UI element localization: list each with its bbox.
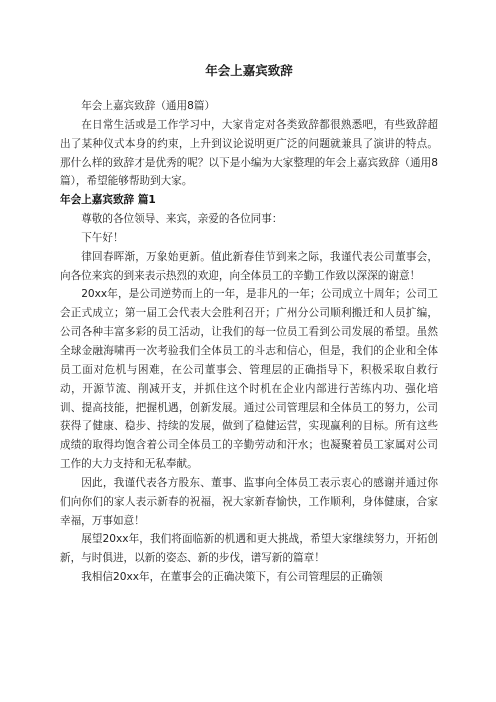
closing-paragraph: 我相信20xx年，在董事会的正确决策下，有公司管理层的正确领 (81, 571, 383, 584)
opening-paragraph: 律回春晖渐，万象始更新。值此新春佳节到来之际，我谨代表公司董事会，向各位来宾的到来表示热烈的欢迎，向全体员工的辛勤工作致以深深的谢意！ (60, 250, 438, 282)
subtitle-paragraph: 年会上嘉宾致辞（通用8篇） (81, 100, 216, 112)
intro-paragraph: 在日常生活或是工作学习中，大家肯定对各类致辞都很熟悉吧，有些致辞超出了某种仪式本身的约束，上升到议论说明更广泛的问题就兼具了演讲的特点。那什么样的致辞才是优秀的呢？以下是小编为大家整理的年会上嘉宾致辞（通用8篇），希望能够帮助到大家。 (60, 118, 438, 188)
thanks-paragraph: 因此，我谨代表各方股东、董事、监事向全体员工表示衷心的感谢并通过你们向你们的家人表示新春的祝福，祝大家新春愉快，工作顺利，身体健康，合家幸福，万事如意！ (60, 476, 438, 527)
outlook-paragraph: 展望20xx年，我们将面临新的机遇和更大挑战，希望大家继续努力，开拓创新，与时俱进，以新的姿态、新的步伐，谱写新的篇章！ (60, 533, 438, 565)
document-body (60, 97, 438, 587)
document-title: 年会上嘉宾致辞 (205, 63, 293, 78)
section-heading: 年会上嘉宾致辞 篇1 (60, 194, 156, 207)
greeting-paragraph: 尊敬的各位领导、来宾，亲爱的各位同事： (81, 213, 283, 226)
greeting-time-paragraph: 下午好！ (81, 231, 124, 244)
review-paragraph: 20xx年，是公司逆势而上的一年，是非凡的一年；公司成立十周年；公司工会正式成立；第一届工会代表大会胜利召开；广州分公司顺利搬迁和人员扩编，公司各种丰富多彩的员工活动，让我们的每一位员工看到公司发展的希望。虽然全球金融海啸再一次考验我们全体员工的斗志和信心，但是，我们的企业和全体员工面对危机与困难，在公司董事会、管理层的正确指导下，积极采取自救行动，开源节流、削减开支，并抓住这个时机在企业内部进行苦练内功、强化培训、提高技能，把握机遇，创新发展。通过公司管理层和全体员工的努力，公司获得了健康、稳步、持续的发展，做到了稳健运营，实现赢利的目标。所有这些成绩的取得均饱含着公司全体员工的辛勤劳动和汗水；也凝聚着员工家属对公司工作的大力支持和无私奉献。 (60, 288, 438, 471)
